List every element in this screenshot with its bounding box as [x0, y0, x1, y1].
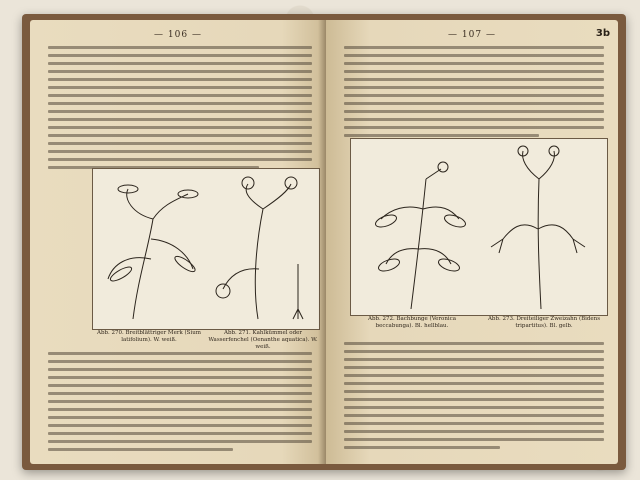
- figure-caption-270: Abb. 270. Breitblättriger Merk (Sium latifolium). W. weiß.: [97, 330, 201, 343]
- figure-caption-272: Abb. 272. Bachbunge (Veronica beccabunga). Bl. hellblau.: [367, 316, 457, 329]
- left-upper-text-lines: [48, 46, 312, 169]
- left-page-number: — 106 —: [154, 30, 202, 40]
- section-mark: 3b: [595, 28, 610, 39]
- left-lower-text-lines: [48, 352, 312, 451]
- botanical-plate-left: [92, 168, 320, 330]
- right-page-number: — 107 —: [448, 30, 496, 40]
- right-page: [326, 20, 618, 464]
- botanical-plate-right: [350, 138, 608, 316]
- right-upper-text-lines: [344, 46, 604, 137]
- figure-caption-271: Abb. 271. Kahlkümmel oder Wasserfenchel (Oenanthe aquatica). W. weiß.: [208, 330, 318, 350]
- figure-caption-273: Abb. 273. Dreiteiliger Zweizahn (Bidens tripartitus). Bl. gelb.: [487, 316, 601, 329]
- left-page: [30, 20, 326, 464]
- right-lower-text-lines: [344, 342, 604, 449]
